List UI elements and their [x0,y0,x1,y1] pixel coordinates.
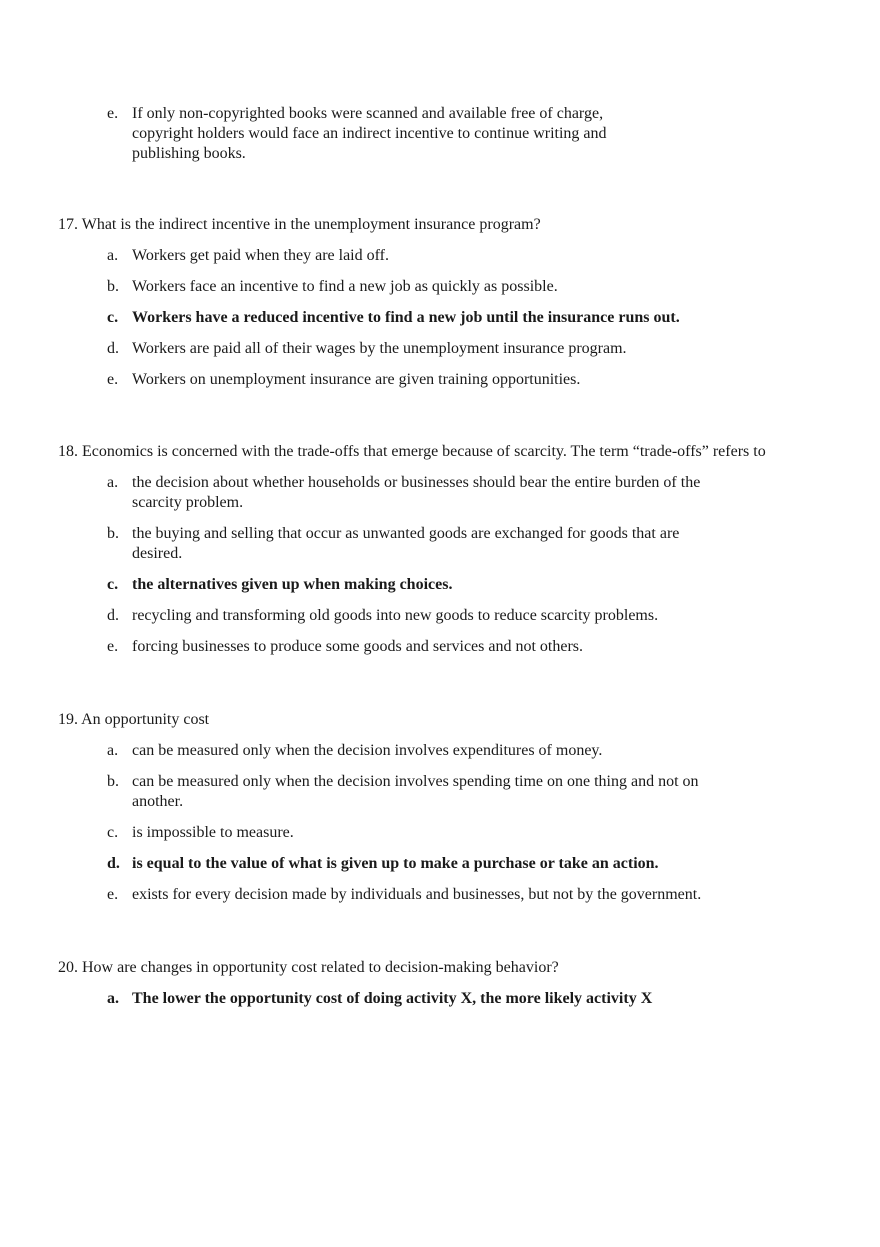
option-letter: c. [107,309,119,326]
option-letter: d. [107,340,119,357]
option-text: can be measured only when the decision involves spending time on one thing and not on another. [132,773,699,810]
answer-option [58,277,707,297]
option-text: can be measured only when the decision involves expenditures of money. [132,742,603,759]
answer-options [58,741,818,905]
option-text: the buying and selling that occur as unwanted goods are exchanged for goods that are desired. [132,525,680,562]
option-text: forcing businesses to produce some goods and services and not others. [132,638,584,655]
option-letter: a. [107,247,119,264]
answer-option-correct [58,575,707,595]
answer-option [58,339,707,359]
option-text: the alternatives given up when making choices. [132,576,453,593]
option-text: Workers have a reduced incentive to find a new job until the insurance runs out. [132,309,680,326]
answer-option-correct [58,308,707,328]
answer-option [58,473,707,513]
previous-question-continuation [107,104,707,164]
option-letter: d. [107,607,119,624]
question-17 [58,215,818,390]
answer-option [58,524,707,564]
option-letter: a. [107,474,119,491]
question-stem: 17. What is the indirect incentive in the unemployment insurance program? [58,216,541,233]
answer-option-correct [58,989,707,1009]
answer-options [58,989,818,1009]
option-letter: e. [107,105,119,122]
option-text: recycling and transforming old goods into new goods to reduce scarcity problems. [132,607,659,624]
option-letter: b. [107,278,119,295]
option-text: Workers on unemployment insurance are given training opportunities. [132,371,581,388]
option-text: The lower the opportunity cost of doing activity X, the more likely activity X [132,990,653,1007]
option-text: Workers are paid all of their wages by the unemployment insurance program. [132,340,627,357]
option-text: exists for every decision made by individuals and businesses, but not by the government. [132,886,702,903]
option-text: Workers get paid when they are laid off. [132,247,389,264]
option-letter: c. [107,824,119,841]
option-letter: b. [107,773,119,790]
option-text: If only non-copyrighted books were scanned and available free of charge, copyright holders would face an indirect incentive to continue writing and publishing books. [132,105,607,162]
option-letter: e. [107,371,119,388]
option-letter: d. [107,855,120,872]
option-letter: a. [107,742,119,759]
option-text: is impossible to measure. [132,824,294,841]
question-20 [58,958,818,1009]
option-text: is equal to the value of what is given up to make a purchase or take an action. [132,855,659,872]
option-letter: b. [107,525,119,542]
question-stem: 20. How are changes in opportunity cost related to decision-making behavior? [58,959,559,976]
answer-option [58,823,707,843]
answer-option [58,246,707,266]
answer-option-correct [58,854,707,874]
answer-option [58,741,707,761]
question-stem: 19. An opportunity cost [58,711,210,728]
option-text: the decision about whether households or businesses should bear the entire burden of the scarcity problem. [132,474,701,511]
answer-option [58,772,707,812]
answer-option [58,637,707,657]
answer-option [58,370,707,390]
option-letter: e. [107,886,119,903]
option-letter: e. [107,638,119,655]
option-letter: a. [107,990,119,1007]
option-letter: c. [107,576,119,593]
answer-options [58,246,818,390]
answer-option [58,885,707,905]
option-text: Workers face an incentive to find a new job as quickly as possible. [132,278,558,295]
answer-option [107,104,652,164]
question-18 [58,442,818,657]
answer-option [58,606,707,626]
answer-options [58,473,818,657]
question-stem: 18. Economics is concerned with the trade-offs that emerge because of scarcity. The term “trade-offs” refers to [58,443,766,460]
question-19 [58,710,818,905]
